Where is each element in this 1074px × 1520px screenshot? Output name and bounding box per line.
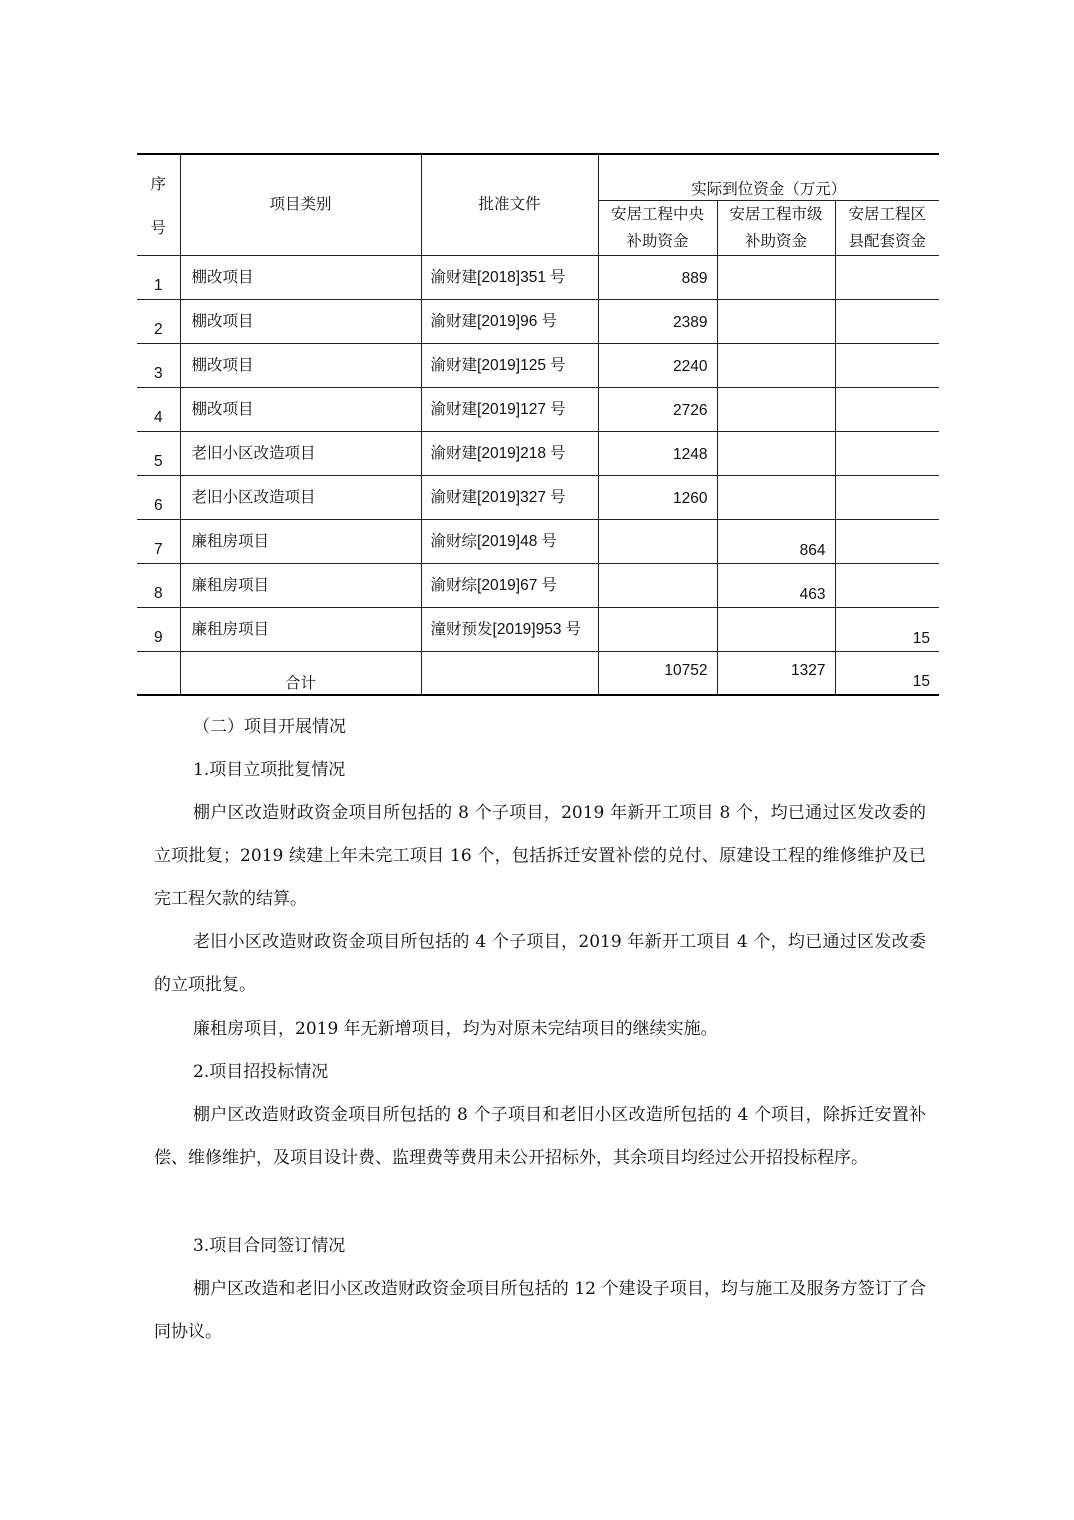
table-row [137,299,939,343]
row-central [598,607,717,651]
row-seq: 8 [137,563,180,607]
row-city [717,255,835,299]
row-category: 棚改项目 [180,387,421,431]
document-prefix: 潼财预发 [430,619,493,638]
row-county [835,475,939,519]
subheading-approval: 1.项目立项批复情况 [193,760,346,780]
document-suffix: 号 [541,531,557,550]
document-number: [2019]67 [477,576,538,594]
row-seq: 2 [137,299,180,343]
funding-table [137,154,939,696]
row-seq: 5 [137,431,180,475]
row-document [421,431,598,475]
section-heading: （二）项目开展情况 [193,717,346,737]
table-row [137,563,939,607]
row-city [717,607,835,651]
row-county [835,255,939,299]
header-document: 批准文件 [421,154,598,255]
total-city: 1327 [717,651,835,695]
document-number: [2019]327 [477,488,546,506]
row-seq: 1 [137,255,180,299]
table-body [137,255,939,651]
paragraph-approval-low-rent: 廉租房项目，2019 年无新增项目，均为对原未完结项目的继续实施。 [193,1019,718,1039]
total-seq [137,651,180,695]
row-central: 2389 [598,299,717,343]
row-city [717,431,835,475]
row-document [421,255,598,299]
document-prefix: 渝财综 [430,575,478,594]
row-seq: 6 [137,475,180,519]
row-seq: 9 [137,607,180,651]
document-prefix: 渝财建 [430,443,478,462]
document-suffix: 号 [549,487,566,506]
document-number: [2019]218 [477,444,546,462]
row-document [421,343,598,387]
row-document [421,387,598,431]
document-suffix: 号 [565,619,581,638]
row-county [835,431,939,475]
document-prefix: 渝财综 [430,531,478,550]
document-suffix: 号 [549,355,566,374]
table-row-total [137,651,939,695]
document-number: [2019]125 [477,356,546,374]
document-suffix: 号 [541,575,557,594]
table-row [137,255,939,299]
document-number: [2019]96 [477,312,538,330]
document-prefix: 渝财建 [430,355,478,374]
header-funds-group: 实际到位资金（万元） [598,154,939,200]
row-category: 廉租房项目 [180,519,421,563]
subheading-bidding: 2.项目招投标情况 [193,1062,329,1082]
document-suffix: 号 [541,311,557,330]
row-city: 463 [717,563,835,607]
header-central-funds: 安居工程中央 补助资金 [598,200,717,255]
total-label: 合计 [180,651,421,695]
row-central [598,519,717,563]
total-central: 10752 [598,651,717,695]
header-seq: 序 号 [137,154,180,255]
row-category: 老旧小区改造项目 [180,431,421,475]
paragraph-approval-old-community: 老旧小区改造财政资金项目所包括的 4 个子项目，2019 年新开工项目 4 个，均已通过区发改委的立项批复。 [154,932,926,995]
table-row [137,431,939,475]
paragraph-bidding: 棚户区改造财政资金项目所包括的 8 个子项目和老旧小区改造所包括的 4 个项目，除拆迁安置补偿、维修维护，及项目设计费、监理费等费用未公开招标外，其余项目均经过公开招投标程序。 [154,1105,926,1168]
row-category: 老旧小区改造项目 [180,475,421,519]
document-number: [2019]127 [477,400,546,418]
row-central: 1260 [598,475,717,519]
row-county [835,519,939,563]
document-prefix: 渝财建 [430,399,478,418]
row-central: 1248 [598,431,717,475]
total-county: 15 [835,651,939,695]
header-category: 项目类别 [180,154,421,255]
document-number: [2018]351 [477,268,546,286]
paragraph-contracts: 棚户区改造和老旧小区改造财政资金项目所包括的 12 个建设子项目，均与施工及服务方签订了合同协议。 [154,1279,926,1342]
row-county [835,563,939,607]
row-city: 864 [717,519,835,563]
paragraph-approval-shanty: 棚户区改造财政资金项目所包括的 8 个子项目，2019 年新开工项目 8 个，均已通过区发改委的立项批复；2019 续建上年未完工项目 16 个，包括拆迁安置补偿的兑付、原建设工程的维修维护及已完工程欠款的结算。 [154,803,926,909]
header-city-funds: 安居工程市级 补助资金 [717,200,835,255]
row-central: 2726 [598,387,717,431]
row-category: 棚改项目 [180,343,421,387]
row-central: 889 [598,255,717,299]
table-row [137,519,939,563]
row-document [421,519,598,563]
row-seq: 3 [137,343,180,387]
row-category: 廉租房项目 [180,563,421,607]
row-category: 棚改项目 [180,255,421,299]
document-prefix: 渝财建 [430,267,478,286]
total-document [421,651,598,695]
row-category: 棚改项目 [180,299,421,343]
header-county-funds: 安居工程区 县配套资金 [835,200,939,255]
row-county [835,387,939,431]
table-row [137,343,939,387]
row-seq: 7 [137,519,180,563]
row-document [421,475,598,519]
document-suffix: 号 [549,267,566,286]
row-seq: 4 [137,387,180,431]
document-prefix: 渝财建 [430,487,478,506]
row-category: 廉租房项目 [180,607,421,651]
row-city [717,343,835,387]
row-county [835,299,939,343]
subheading-contracts: 3.项目合同签订情况 [193,1236,346,1256]
document-number: [2019]48 [477,532,538,550]
table-row [137,387,939,431]
row-document [421,563,598,607]
table-row [137,475,939,519]
table-row [137,607,939,651]
row-document [421,299,598,343]
row-document [421,607,598,651]
row-county: 15 [835,607,939,651]
row-city [717,475,835,519]
row-central: 2240 [598,343,717,387]
document-number: [2019]953 [492,620,562,638]
document-suffix: 号 [549,399,566,418]
row-central [598,563,717,607]
document-suffix: 号 [549,443,566,462]
document-prefix: 渝财建 [430,311,478,330]
row-city [717,299,835,343]
row-county [835,343,939,387]
row-city [717,387,835,431]
